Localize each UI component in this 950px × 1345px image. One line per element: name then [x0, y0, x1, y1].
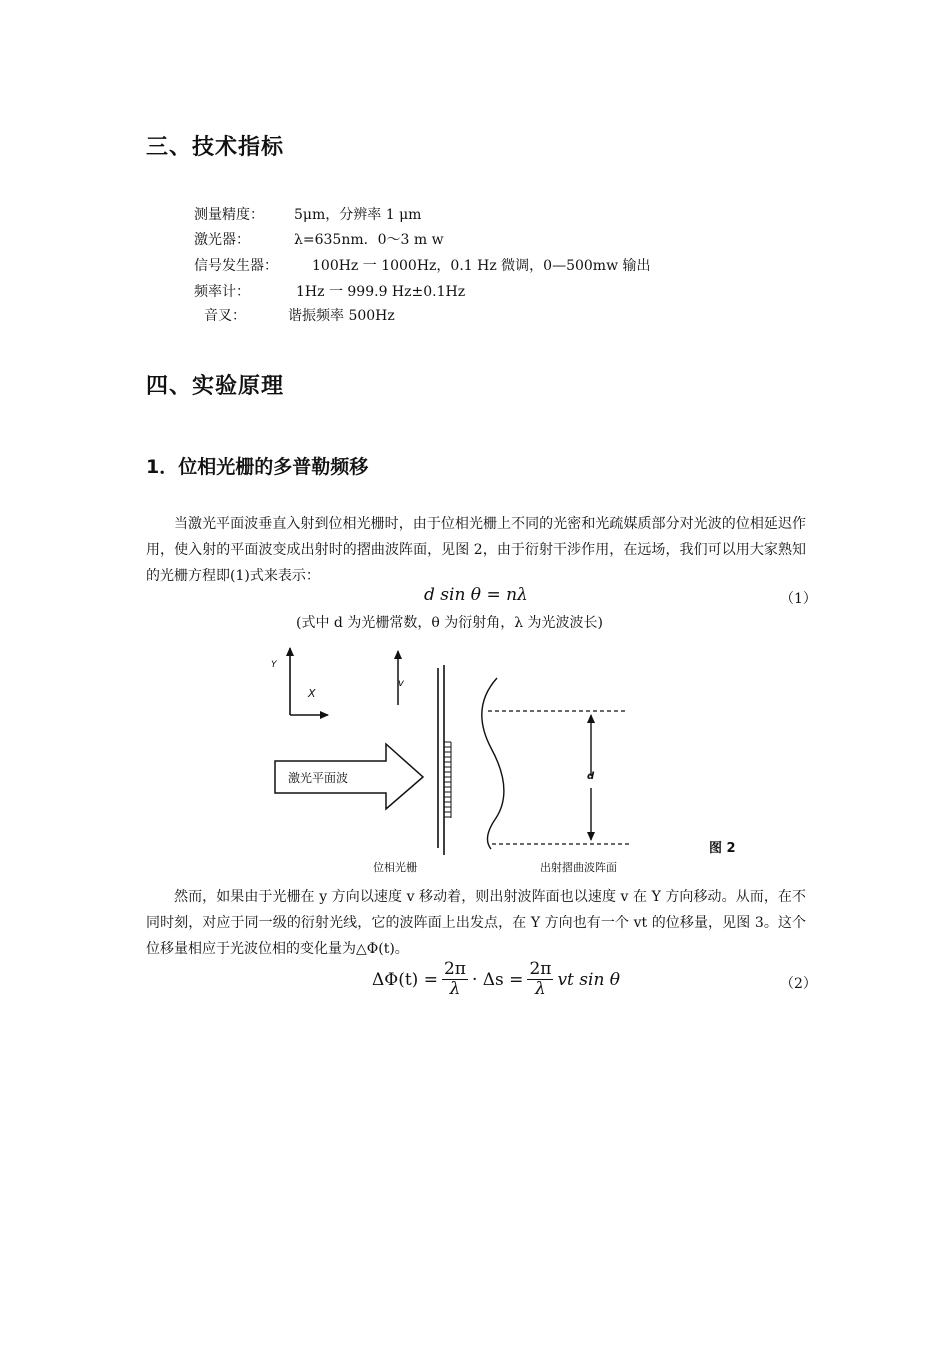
incident-arrow: [275, 744, 423, 809]
spec-label: 激光器：: [194, 232, 250, 248]
spec-label: 频率计：: [194, 284, 250, 300]
eq2-fraction: [442, 960, 468, 999]
eq2-lhs: ΔΦ(t) =: [372, 969, 438, 990]
x-axis-label: X: [308, 687, 316, 700]
spacing-label: d: [587, 771, 595, 782]
section-4-title: 四、实验原理: [146, 374, 285, 399]
spec-value: 100Hz 一 1000Hz，0.1 Hz 微调，0—500mw 输出: [312, 258, 651, 274]
eq2-fraction: [527, 960, 553, 999]
wavefront-curve: [482, 678, 504, 849]
eq2-denominator: λ: [535, 979, 546, 999]
eq2-numerator: 2π: [529, 959, 552, 979]
spec-value: 谐振频率 500Hz: [288, 308, 395, 324]
equation-number: （1）: [780, 591, 817, 607]
spec-label: 音叉：: [204, 308, 246, 324]
eq2-numerator: 2π: [443, 959, 466, 979]
section-3-title: 三、技术指标: [146, 135, 285, 160]
grating-teeth: [444, 742, 451, 818]
eq2-middle: · Δs =: [471, 969, 524, 990]
equation-1: d sin θ = nλ: [424, 585, 528, 605]
equation-number: （2）: [780, 976, 817, 992]
equation-2: [372, 960, 620, 999]
spec-value: λ=635nm．0～3 m w: [294, 232, 444, 248]
y-axis-label: Y: [271, 660, 277, 670]
spec-label: 信号发生器：: [194, 258, 278, 274]
equation-note: (式中 d 为光栅常数，θ 为衍射角，λ 为光波波长): [296, 615, 603, 631]
figure-caption: 图 2: [709, 841, 736, 856]
paragraph-2: 然而，如果由于光栅在 y 方向以速度 v 移动着，则出射波阵面也以速度 v 在 Y 方向移动。从而，在不同时刻，对应于同一级的衍射光线，它的波阵面上出发点，在 Y 方向也有一个 vt 的位移量，见图 3。这个位移量相应于光波位相的变化量为△Φ(t)。: [146, 889, 806, 957]
spec-label: 测量精度：: [194, 207, 264, 223]
spec-value: 5μm，分辨率 1 μm: [294, 207, 422, 223]
eq2-denominator: λ: [449, 979, 461, 999]
grating-label: 位相光栅: [373, 861, 417, 874]
wavefront-label: 出射摺曲波阵面: [540, 861, 617, 874]
velocity-label: v: [398, 678, 404, 689]
subsection-title: 1．位相光栅的多普勒频移: [146, 456, 369, 478]
incident-wave-label: 激光平面波: [288, 771, 349, 785]
spec-value: 1Hz 一 999.9 Hz±0.1Hz: [296, 284, 466, 300]
eq2-rhs: vt sin θ: [557, 969, 621, 990]
paragraph-1: 当激光平面波垂直入射到位相光栅时，由于位相光栅上不同的光密和光疏媒质部分对光波的位相延迟作用，使入射的平面波变成出射时的摺曲波阵面，见图 2，由于衍射干涉作用，在远场，我们可以用大家熟知的光栅方程即(1)式来表示：: [146, 516, 806, 584]
